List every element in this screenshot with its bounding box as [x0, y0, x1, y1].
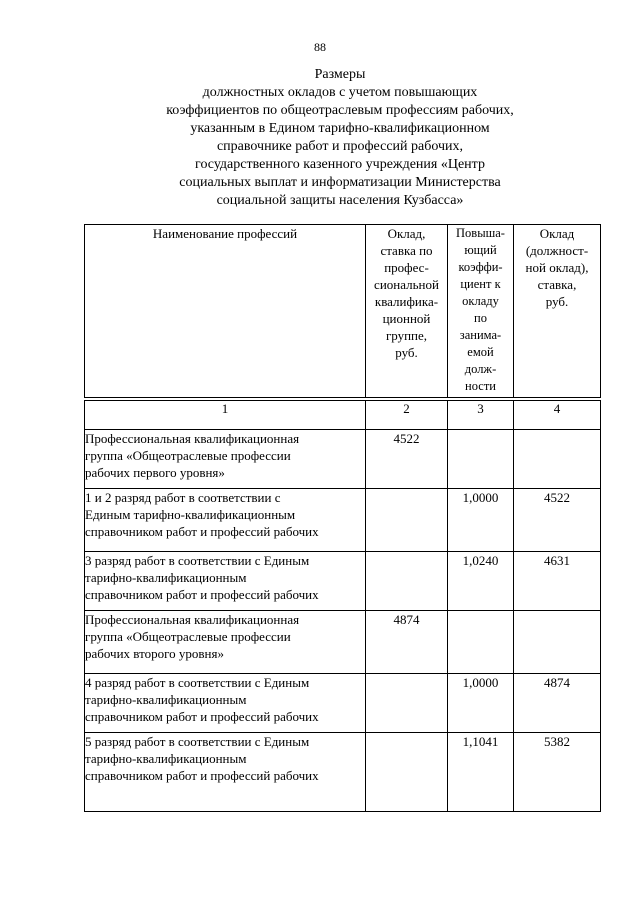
rate-cell: 4631 — [514, 552, 601, 611]
header-line: руб. — [545, 294, 569, 309]
document-title — [90, 66, 590, 210]
profession-name — [85, 733, 366, 812]
column-number: 2 — [366, 401, 448, 430]
table-row — [85, 552, 601, 611]
name-line: справочником работ и профессий рабочих — [85, 587, 319, 602]
rate-cell: 4522 — [514, 489, 601, 552]
rate-cell: 4874 — [514, 674, 601, 733]
name-line: рабочих второго уровня» — [85, 646, 224, 661]
name-line: справочником работ и профессий рабочих — [85, 768, 319, 783]
header-line: емой — [467, 345, 494, 359]
name-line: 5 разряд работ в соответствии с Единым — [85, 734, 310, 749]
header-line: коэффи- — [458, 260, 503, 274]
coefficient-cell: 1,1041 — [448, 733, 514, 812]
column-number: 1 — [85, 401, 366, 430]
title-line: справочнике работ и профессий рабочих, — [216, 139, 464, 154]
header-profession-name — [85, 225, 366, 398]
title-line: социальной защиты населения Кузбасса» — [216, 193, 464, 208]
page-number: 88 — [314, 40, 326, 54]
coefficient-cell: 1,0000 — [448, 674, 514, 733]
header-line: ности — [465, 379, 496, 393]
title-line: указанным в Едином тарифно-квалификационном — [190, 121, 490, 136]
coefficient-cell — [448, 611, 514, 674]
header-line: Повыша- — [456, 226, 505, 240]
name-line: 4 разряд работ в соответствии с Единым — [85, 675, 310, 690]
header-line: Оклад — [539, 226, 575, 241]
table-row — [85, 611, 601, 674]
table-row — [85, 430, 601, 489]
header-group-salary — [366, 225, 448, 398]
group-salary-cell — [366, 733, 448, 812]
header-line: сиональной — [374, 277, 439, 292]
coefficient-cell — [448, 430, 514, 489]
name-line: 1 и 2 разряд работ в соответствии с — [85, 490, 281, 505]
salary-table-header — [84, 224, 601, 398]
name-line: группа «Общеотраслевые профессии — [85, 629, 291, 644]
profession-name — [85, 430, 366, 489]
header-line: долж- — [464, 362, 497, 376]
header-line: руб. — [395, 345, 418, 360]
name-line: Профессиональная квалификационная — [85, 431, 300, 446]
salary-table — [84, 400, 601, 812]
name-line: Профессиональная квалификационная — [85, 612, 300, 627]
table-row — [85, 733, 601, 812]
header-position-salary — [514, 225, 601, 398]
title-line: Размеры — [314, 67, 366, 82]
group-salary-cell: 4874 — [366, 611, 448, 674]
name-line: справочником работ и профессий рабочих — [85, 709, 319, 724]
group-salary-cell — [366, 552, 448, 611]
header-coefficient — [448, 225, 514, 398]
header-line: окладу — [462, 294, 499, 308]
header-line: ционной — [382, 311, 431, 326]
rate-cell — [514, 430, 601, 489]
profession-name — [85, 674, 366, 733]
header-line: занима- — [459, 328, 502, 342]
title-line: государственного казенного учреждения «Центр — [195, 157, 485, 172]
header-line: ющий — [464, 243, 497, 257]
header-line: ной оклад), — [525, 260, 589, 275]
column-number: 4 — [514, 401, 601, 430]
coefficient-cell: 1,0240 — [448, 552, 514, 611]
profession-name — [85, 489, 366, 552]
coefficient-cell: 1,0000 — [448, 489, 514, 552]
rate-cell: 5382 — [514, 733, 601, 812]
table-row — [85, 489, 601, 552]
profession-name — [85, 611, 366, 674]
header-line: Оклад, — [387, 226, 426, 241]
header-line: циент к — [460, 277, 501, 291]
header-line: ставка по — [380, 243, 433, 258]
header-line: профес- — [384, 260, 429, 275]
header-line: Наименование профессий — [152, 226, 298, 241]
name-line: группа «Общеотраслевые профессии — [85, 448, 291, 463]
table-row — [85, 674, 601, 733]
name-line: Единым тарифно-квалификационным — [85, 507, 296, 522]
name-line: рабочих первого уровня» — [85, 465, 225, 480]
group-salary-cell — [366, 489, 448, 552]
header-line: (должност- — [525, 243, 589, 258]
name-line: тарифно-квалификационным — [85, 570, 247, 585]
header-line: ставка, — [537, 277, 577, 292]
column-number-row — [85, 401, 601, 430]
header-row — [85, 225, 601, 398]
profession-name — [85, 552, 366, 611]
title-line: должностных окладов с учетом повышающих — [202, 85, 478, 100]
name-line: справочником работ и профессий рабочих — [85, 524, 319, 539]
title-line: коэффициентов по общеотраслевым профессиям рабочих, — [166, 103, 514, 118]
header-line: по — [474, 311, 487, 325]
name-line: тарифно-квалификационным — [85, 692, 247, 707]
group-salary-cell: 4522 — [366, 430, 448, 489]
rate-cell — [514, 611, 601, 674]
group-salary-cell — [366, 674, 448, 733]
name-line: тарифно-квалификационным — [85, 751, 247, 766]
title-line: социальных выплат и информатизации Министерства — [179, 175, 501, 190]
name-line: 3 разряд работ в соответствии с Единым — [85, 553, 310, 568]
header-line: квалифика- — [374, 294, 439, 309]
header-line: группе, — [385, 328, 428, 343]
column-number: 3 — [448, 401, 514, 430]
